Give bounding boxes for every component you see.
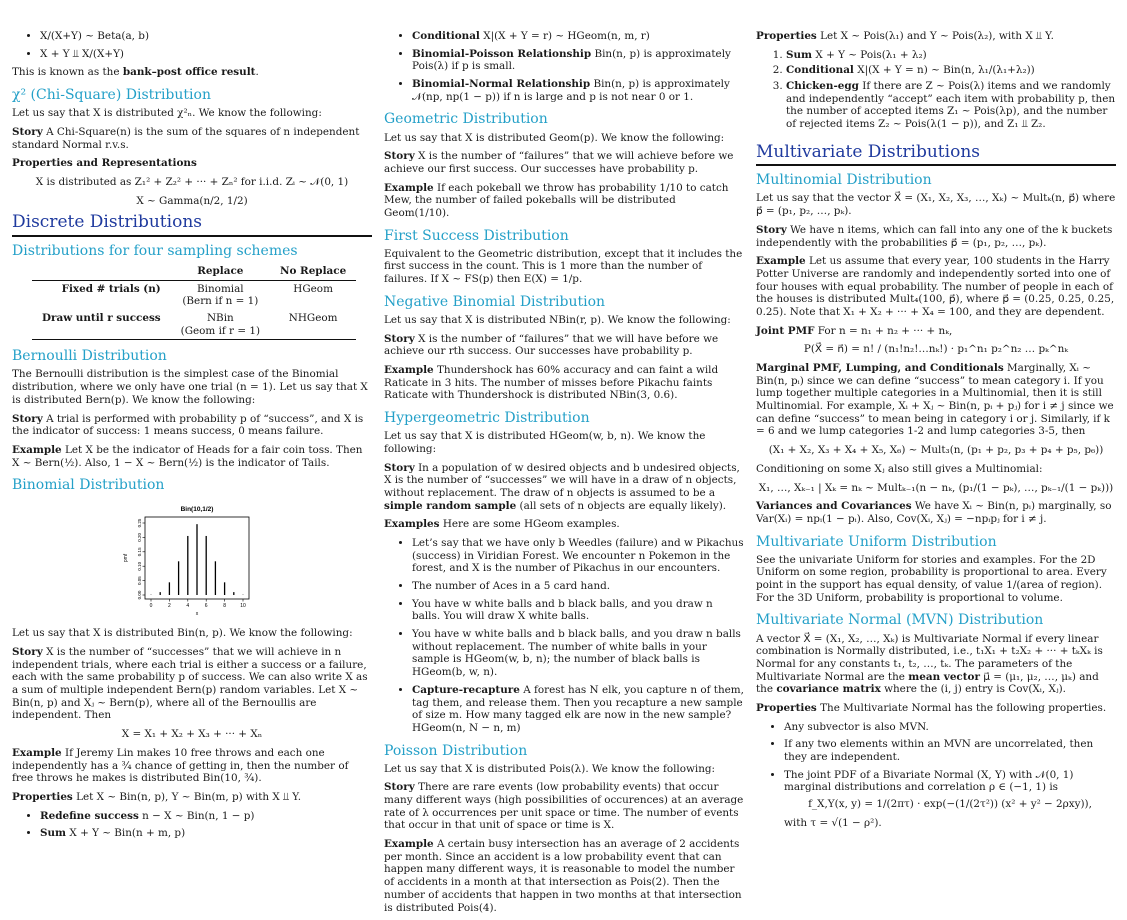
hypergeometric-example-list [384, 537, 744, 735]
binomial-intro: Let us say that X is distributed Bin(n, p). We know the following: [12, 627, 353, 640]
multivariate-uniform-text: See the univariate Uniform for stories and examples. For the 2D Uniform on some region, probability is proportional to area. Every point in the support has equal density, of value 1/(area of region). For the 3D Uniform, probability is proportional to volume. [756, 553, 1107, 604]
y-tick-label: 0.05 [137, 576, 142, 586]
list-item: • Capture-recapture A forest has N elk, you capture n of them, tag them, and release them. Then you recapture a new sample of size m. How many tagged elk are now in the new sample? HGeom(n, N − n, m) [412, 684, 744, 735]
section-rule [12, 235, 372, 237]
list-item: • Any subvector is also MVN. [784, 721, 1116, 734]
table-cell: HGeom [293, 282, 333, 295]
table-row-label: Fixed # trials (n) [61, 282, 161, 295]
binomial-story: Story X is the number of “successes” that we will achieve in n independent trials, where each trial is either a success or a failure, each with the same probability p of success. We can also write X as a sum of multiple independent Bern(p) random variables. Let X ~ Bin(n, p) and Xⱼ ~ Bern(p), where all of the Bernoullis are independent. Then [12, 646, 368, 722]
tau-definition: with τ = √(1 − ρ²). [784, 816, 882, 829]
chi-square-heading: χ² (Chi-Square) Distribution [12, 87, 211, 104]
poisson-intro: Let us say that X is distributed Pois(λ). We know the following: [384, 762, 716, 775]
bullet-beta: • X/(X+Y) ~ Beta(a, b) [40, 30, 372, 43]
negative-binomial-story: Story X is the number of “failures” that we will have before we achieve our rth success. Our successes have probability p. [384, 332, 719, 358]
sampling-table [32, 263, 356, 340]
y-tick-label: 0.20 [137, 533, 142, 543]
list-item: • Let’s say that we have only b Weedles (failure) and w Pikachus (success) in Viridian Forest. We encounter n Pokemon in the forest, and X is the number of Pikachus in our encounters. [412, 537, 744, 575]
binomial-chart-container [12, 501, 372, 621]
x-tick-label: 2 [168, 603, 171, 610]
x-tick-label: 0 [149, 603, 153, 610]
discrete-heading: Discrete Distributions [12, 212, 202, 233]
poisson-example: Example A certain busy intersection has an average of 2 accidents per month. Since an accident is a low probability event that can happen many different ways, it is reasonable to model the number of accidents in a month at that intersection as Pois(2). Then the number of accidents that happen in two months at that intersection is distributed Pois(4). [384, 838, 742, 914]
conditioning-equation: X₁, …, Xₖ₋₁ | Xₖ = nₖ ~ Multₖ₋₁(n − nₖ, (p₁/(1 − pₖ), …, pₖ₋₁/(1 − pₖ))) [758, 481, 1114, 494]
first-success-heading: First Success Distribution [384, 227, 569, 244]
marginal-lumping: Marginal PMF, Lumping, and Conditionals Marginally, Xᵢ ~ Bin(n, pᵢ) since we can define “success” to mean category i. If you lump together multiple categories in a Multinomial, then it is still Multinomial. For example, Xᵢ + Xⱼ ~ Bin(n, pᵢ + pⱼ) for i ≠ j since we can define “success” to mean being in category i or j. Similarly, if k = 6 and we lump categories 1-2 and lump categories 3-5, then [756, 362, 1114, 438]
bernoulli-example: Example Let X be the indicator of Heads for a fair coin toss. Then X ~ Bern(½). Also, 1 − X ~ Bern(½) is the indicator of Tails. [12, 443, 363, 469]
list-item: • Binomial-Poisson Relationship Bin(n, p) is approximately Pois(λ) if p is small. [412, 48, 744, 73]
mvn-heading: Multivariate Normal (MVN) Distribution [756, 612, 1044, 629]
multivariate-heading: Multivariate Distributions [756, 141, 980, 162]
binomial-heading: Binomial Distribution [12, 477, 165, 494]
negative-binomial-example: Example Thundershock has 60% accuracy and can faint a wild Raticate in 3 hits. The number of misses before Pikachu faints Raticate with Thundershock is distributed NBin(3, 0.6). [384, 363, 719, 402]
table-header-row [32, 263, 356, 280]
list-item: • The joint PDF of a Bivariate Normal (X, Y) with 𝒩(0, 1) marginal distributions and correlation ρ ∈ (−1, 1) is f_X,Y(x, y) = 1/(2πτ) · exp(−(1/(2τ²)) (x² + y² − 2ρxy)), with τ = √(1 − ρ²). [784, 769, 1116, 830]
hypergeometric-heading: Hypergeometric Distribution [384, 410, 590, 427]
chi-story: Story A Chi-Square(n) is the sum of the squares of n independent standard Normal r.v.s. [12, 125, 360, 151]
multinomial-intro: Let us say that the vector X⃗ = (X₁, X₂, X₃, …, Xₖ) ~ Multₖ(n, p⃗) where p⃗ = (p₁, p₂, …, pₖ). [756, 192, 1116, 218]
negative-binomial-intro: Let us say that X is distributed NBin(r, p). We know the following: [384, 313, 731, 326]
chi-equation-2: X ~ Gamma(n/2, 1/2) [136, 194, 248, 207]
x-tick-label: 8 [223, 603, 226, 610]
hypergeometric-examples-intro: Examples Here are some HGeom examples. [384, 518, 620, 531]
list-item: • Binomial-Normal Relationship Bin(n, p) is approximately 𝒩(np, np(1 − p)) if n is large and p is not near 0 or 1. [412, 78, 744, 103]
list-item: • Redefine success n − X ~ Bin(n, 1 − p) [40, 810, 372, 823]
multivariate-uniform-heading: Multivariate Uniform Distribution [756, 533, 997, 550]
multinomial-heading: Multinomial Distribution [756, 172, 932, 189]
bernoulli-intro: The Bernoulli distribution is the simplest case of the Binomial distribution, where we only have one trial (n = 1). Let us say that X is distributed Bern(p). We know the following: [12, 368, 368, 406]
binomial-properties: Properties Let X ~ Bin(n, p), Y ~ Bin(m, p) with X ⫫ Y. [12, 790, 302, 803]
geometric-example: Example If each pokeball we throw has probability 1/10 to catch Mew, the number of failed pokeballs will be distributed Geom(1/10). [384, 181, 729, 219]
binomial-relationships-list [384, 30, 744, 103]
table-row [32, 310, 356, 340]
bernoulli-story: Story A trial is performed with probability p of “success”, and X is the indicator of success: 1 means success, 0 means failure. [12, 412, 364, 438]
y-tick-label: 0.25 [137, 518, 142, 528]
y-tick-label: 0.10 [137, 562, 142, 571]
column-3 [756, 30, 1116, 835]
hypergeometric-story: Story In a population of w desired objects and b undesired objects, X is the number of “successes” we will have in a draw of n objects, without replacement. The draw of n objects is assumed to be a simple random sample (all sets of n objects are equally likely). [384, 461, 740, 512]
conditioning-text: Conditioning on some Xⱼ also still gives a Multinomial: [756, 462, 1043, 475]
multinomial-example: Example Let us assume that every year, 100 students in the Harry Potter Universe are randomly and independently sorted into one of four houses with equal probability. The number of people in each of the houses is distributed Mult₄(100, p⃗), where p⃗ = (0.25, 0.25, 0.25, 0.25). Note that X₁ + X₂ + ··· + X₄ = 100, and they are dependent. [756, 255, 1115, 318]
list-item: • You have w white balls and b black balls, and you draw n balls without replacement. The number of white balls in your sample is HGeom(w, b, n); the number of black balls is HGeom(b, w, n). [412, 628, 744, 679]
lumping-equation: (X₁ + X₂, X₃ + X₄ + X₅, X₆) ~ Mult₃(n, (p₁ + p₂, p₃ + p₄ + p₅, p₆)) [768, 444, 1104, 457]
y-tick-label: 0.00 [137, 590, 142, 600]
hypergeometric-intro: Let us say that X is distributed HGeom(w, b, n). We know the following: [384, 430, 706, 455]
geometric-heading: Geometric Distribution [384, 111, 548, 128]
section-rule [756, 164, 1116, 166]
list-item: 2. Conditional X|(X + Y = n) ~ Bin(n, λ₁/(λ₁+λ₂)) [786, 64, 1116, 77]
poisson-property-list [756, 49, 1116, 131]
binomial-property-list [12, 810, 372, 840]
list-item: 1. Sum X + Y ~ Pois(λ₁ + λ₂) [786, 49, 1116, 62]
table-row [32, 280, 356, 310]
bivariate-normal-pdf: f_X,Y(x, y) = 1/(2πτ) · exp(−(1/(2τ²)) (x² + y² − 2ρxy)), [808, 798, 1092, 811]
beta-bullets [12, 30, 372, 60]
table-header [32, 263, 171, 280]
poisson-properties: Properties Let X ~ Pois(λ₁) and Y ~ Pois(λ₂), with X ⫫ Y. [756, 30, 1054, 42]
y-axis-label: pmf [123, 554, 129, 563]
list-item: • You have w white balls and b black balls, and you draw n balls. You will draw X white balls. [412, 598, 744, 623]
list-item: 3. Chicken-egg If there are Z ~ Pois(λ) items and we randomly and independently “accept” each item with probability p, then the number of accepted items Z₁ ~ Pois(λp), and the number of rejected items Z₂ ~ Pois(λ(1 − p)), and Z₁ ⫫ Z₂. [786, 80, 1116, 131]
bernoulli-heading: Bernoulli Distribution [12, 348, 167, 365]
binomial-example: Example If Jeremy Lin makes 10 free throws and each one independently has a ¾ chance of getting in, then the number of free throws he makes is distributed Bin(10, ¾). [12, 746, 349, 785]
table-header: No Replace [270, 263, 356, 280]
poisson-heading: Poisson Distribution [384, 742, 528, 759]
geometric-intro: Let us say that X is distributed Geom(p). We know the following: [384, 131, 725, 144]
table-header: Replace [171, 263, 270, 280]
bullet-independence: • X + Y ⫫ X/(X+Y) [40, 48, 372, 61]
multinomial-story: Story We have n items, which can fall into any one of the k buckets independently with the probabilities p⃗ = (p₁, p₂, …, pₖ). [756, 223, 1113, 249]
chi-props-label: Properties and Representations [12, 157, 197, 170]
bank-post-office-note: This is known as the bank–post office result. [12, 66, 259, 79]
mvn-properties: Properties The Multivariate Normal has the following properties. [756, 701, 1107, 714]
list-item: • The number of Aces in a 5 card hand. [412, 580, 744, 593]
x-tick-label: 6 [204, 603, 208, 610]
x-tick-label: 4 [186, 603, 190, 610]
mvn-definition: A vector X⃗ = (X₁, X₂, …, Xₖ) is Multivariate Normal if every linear combination is Normally distributed, i.e., t₁X₁ + t₂X₂ + ··· + tₖXₖ is Normal for any constants t₁, t₂, …, tₖ. The parameters of the Multivariate Normal are the mean vector μ⃗ = (μ₁, μ₂, …, μₖ) and the covariance matrix where the (i, j) entry is Cov(Xᵢ, Xⱼ). [756, 632, 1103, 696]
chi-intro: Let us say that X is distributed χ²ₙ. We know the following: [12, 107, 322, 120]
table-row-label: Draw until r success [32, 310, 171, 340]
x-tick-label: 10 [240, 603, 246, 610]
chart-title: Bin(10,1/2) [180, 506, 214, 514]
column-2 [384, 30, 744, 920]
mvn-property-list [756, 721, 1116, 830]
table-cell: Binomial (Bern if n = 1) [182, 282, 259, 308]
geometric-story: Story X is the number of “failures” that we will achieve before we achieve our first success. Our successes have probability p. [384, 150, 734, 175]
first-success-text: Equivalent to the Geometric distribution, except that it includes the first success in the count. This is 1 more than the number of failures. If X ~ FS(p) then E(X) = 1/p. [384, 247, 743, 286]
joint-pmf-equation: P(X⃗ = n⃗) = n! / (n₁!n₂!…nₖ!) · p₁^n₁ p₂^n₂ … pₖ^nₖ [803, 343, 1069, 356]
x-axis-label: x [195, 611, 199, 618]
binomial-sum-equation: X = X₁ + X₂ + X₃ + ··· + Xₙ [121, 728, 263, 741]
table-cell: NHGeom [270, 310, 356, 340]
sampling-heading: Distributions for four sampling schemes [12, 242, 298, 259]
y-tick-label: 0.15 [137, 547, 142, 557]
list-item: • Sum X + Y ~ Bin(n + m, p) [40, 827, 372, 840]
chi-equation-1: X is distributed as Z₁² + Z₂² + ··· + Zₙ² for i.i.d. Zᵢ ~ 𝒩(0, 1) [35, 175, 349, 188]
binomial-pmf-chart [117, 501, 267, 621]
poisson-story: Story There are rare events (low probability events) that occur many different ways (high possibilities of occurences) at an average rate of λ occurrences per unit space or time. The number of events that occur in that unit of space or time is X. [384, 781, 744, 832]
list-item: • Conditional X|(X + Y = r) ~ HGeom(n, m, r) [412, 30, 744, 43]
list-item: • If any two elements within an MVN are uncorrelated, then they are independent. [784, 738, 1116, 763]
negative-binomial-heading: Negative Binomial Distribution [384, 293, 606, 310]
column-1 [12, 30, 372, 846]
joint-pmf: Joint PMF For n = n₁ + n₂ + ··· + nₖ, [756, 324, 953, 337]
table-cell: NBin (Geom if r = 1) [171, 310, 270, 340]
variances-covariances: Variances and Covariances We have Xᵢ ~ Bin(n, pᵢ) marginally, so Var(Xᵢ) = npᵢ(1 − pᵢ). Also, Cov(Xᵢ, Xⱼ) = −npᵢpⱼ for i ≠ j. [756, 500, 1112, 525]
